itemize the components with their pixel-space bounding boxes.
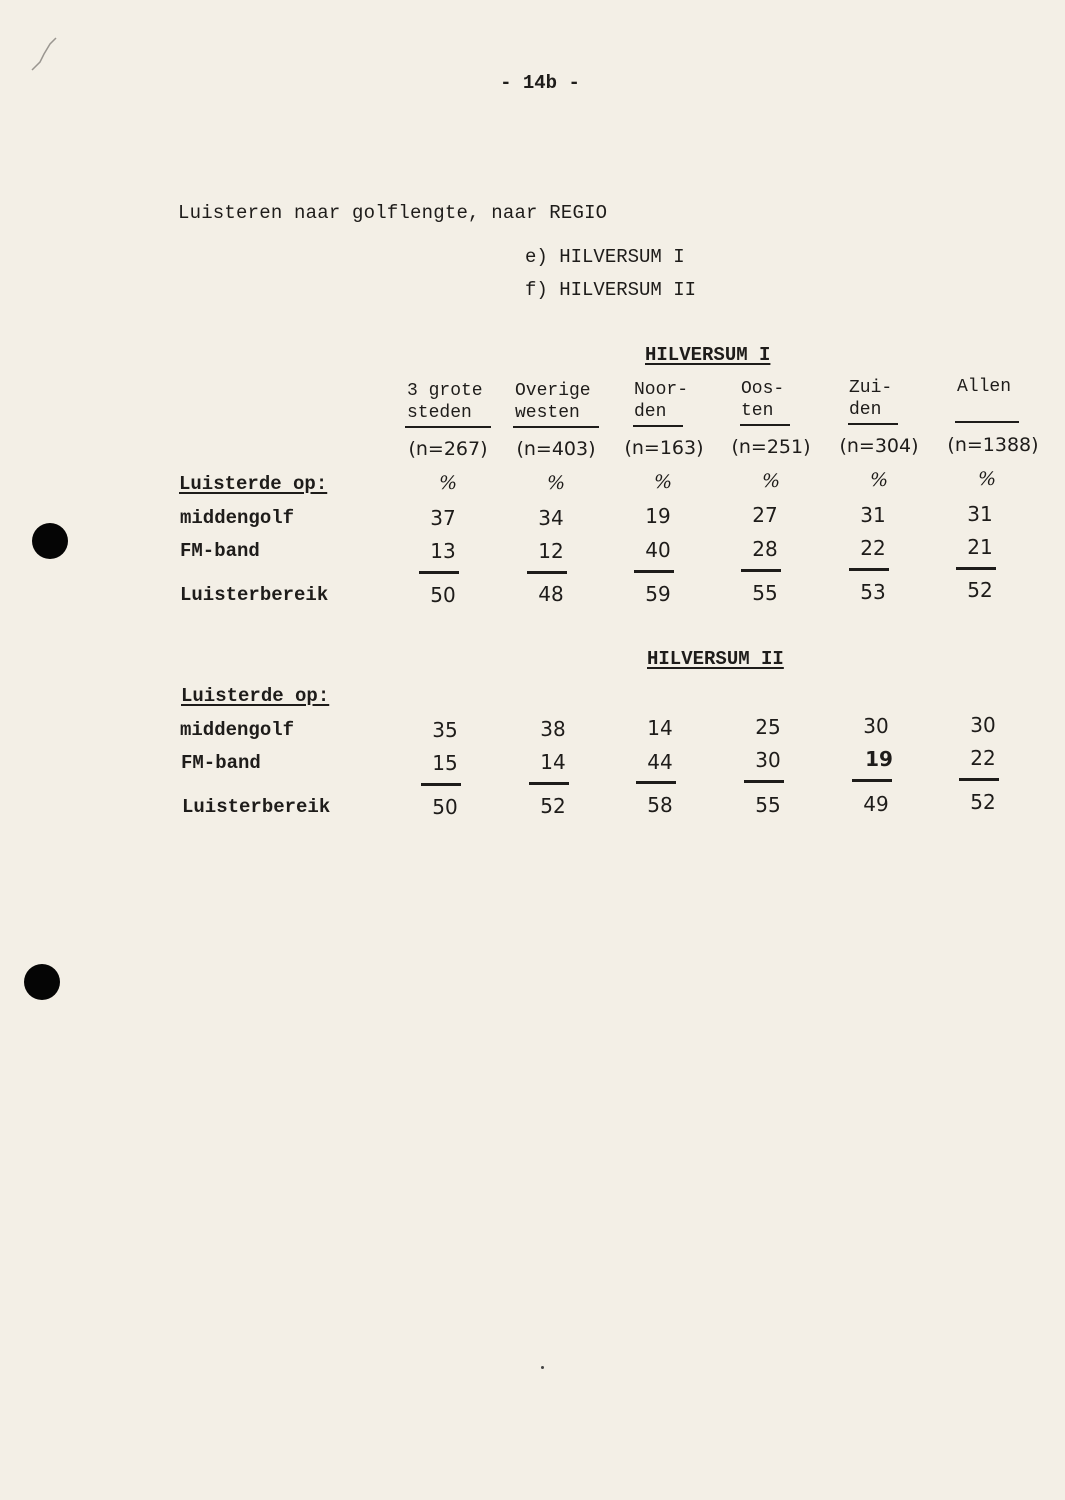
row-header-luisterde-op: Luisterde op: [181, 685, 330, 707]
sample-size: (n=1388) [947, 434, 1039, 456]
table-cell: 13 [430, 539, 456, 563]
sum-line [956, 567, 996, 570]
percent-sign: % [869, 469, 889, 491]
table-cell: 14 [647, 716, 673, 740]
row-label-luisterbereik: Luisterbereik [180, 584, 329, 606]
column-header-underline [740, 424, 790, 426]
subtitle-e: e) HILVERSUM I [525, 246, 685, 268]
row-label-fm-band: FM-band [181, 752, 261, 774]
column-header-underline [633, 425, 683, 427]
table-cell: 19 [865, 747, 893, 771]
sum-line [744, 780, 784, 783]
sample-size: (n=403) [516, 438, 596, 460]
section-heading-hilversum-1: HILVERSUM I [645, 344, 771, 366]
row-header-luisterde-op: Luisterde op: [179, 473, 328, 495]
column-header-line1: Noor- [634, 380, 689, 400]
subtitle-f: f) HILVERSUM II [525, 279, 697, 301]
percent-sign: % [546, 472, 566, 494]
section-heading-hilversum-2: HILVERSUM II [647, 648, 784, 670]
table-cell: 21 [967, 535, 993, 559]
table-cell: 19 [645, 504, 671, 528]
column-header-underline [955, 421, 1019, 423]
percent-sign: % [438, 472, 458, 494]
column-header-line1: 3 grote [407, 381, 483, 401]
table-cell: 22 [970, 746, 996, 770]
sum-line [634, 570, 674, 573]
column-header-line2: ten [741, 401, 774, 421]
table-cell: 50 [432, 795, 458, 819]
table-cell: 59 [645, 582, 671, 606]
table-cell: 34 [538, 506, 564, 530]
column-header-underline [405, 426, 491, 428]
table-cell: 52 [540, 794, 566, 818]
table-cell: 50 [430, 583, 456, 607]
sample-size: (n=163) [624, 437, 704, 459]
stray-dot [541, 1366, 544, 1369]
column-header-zuiden [849, 377, 892, 421]
sample-size: (n=267) [408, 438, 488, 460]
sample-size: (n=304) [839, 435, 919, 457]
column-header-line1: Overige [515, 381, 591, 401]
column-header-line1: Zui- [849, 378, 893, 398]
table-cell: 38 [540, 717, 566, 741]
sum-line [529, 782, 569, 785]
column-header-underline [513, 426, 599, 428]
column-header-line2: westen [515, 403, 580, 423]
punch-hole-bottom [24, 964, 60, 1000]
table-cell: 35 [432, 718, 458, 742]
pen-mark-icon [30, 36, 60, 72]
sum-line [852, 779, 892, 782]
sum-line [741, 569, 781, 572]
percent-sign: % [761, 470, 781, 492]
table-cell: 14 [540, 750, 566, 774]
sum-line [421, 783, 461, 786]
table-cell: 44 [647, 750, 673, 774]
table-cell: 30 [863, 714, 889, 738]
column-header-line2: den [849, 400, 882, 420]
table-cell: 48 [538, 582, 564, 606]
table-cell: 25 [755, 715, 781, 739]
table-cell: 53 [860, 580, 886, 604]
column-header-line1: Allen [957, 377, 1012, 397]
column-header-line1: Oos- [741, 379, 785, 399]
page-title: Luisteren naar golflengte, naar REGIO [178, 202, 608, 224]
row-label-middengolf: middengolf [180, 507, 295, 529]
table-cell: 22 [860, 536, 886, 560]
column-header-allen [957, 376, 1011, 398]
column-header-line2: den [634, 402, 667, 422]
row-label-middengolf: middengolf [180, 719, 295, 741]
sum-line [419, 571, 459, 574]
table-cell: 49 [863, 792, 889, 816]
sum-line [636, 781, 676, 784]
percent-sign: % [653, 471, 673, 493]
row-label-luisterbereik: Luisterbereik [182, 796, 331, 818]
row-label-fm-band: FM-band [180, 540, 260, 562]
column-header-3-grote-steden [407, 380, 483, 424]
table-cell: 15 [432, 751, 458, 775]
table-cell: 30 [755, 748, 781, 772]
table-cell: 37 [430, 506, 456, 530]
sum-line [959, 778, 999, 781]
page-number: - 14b - [500, 72, 580, 94]
column-header-overige-westen [515, 380, 591, 424]
column-header-noorden [634, 379, 688, 423]
column-header-oosten [741, 378, 784, 422]
table-cell: 28 [752, 537, 778, 561]
table-cell: 30 [970, 713, 996, 737]
table-cell: 52 [967, 578, 993, 602]
table-cell: 27 [752, 503, 778, 527]
table-cell: 58 [647, 793, 673, 817]
punch-hole-top [32, 523, 68, 559]
column-header-underline [848, 423, 898, 425]
table-cell: 55 [755, 793, 781, 817]
sum-line [527, 571, 567, 574]
column-header-line2: steden [407, 403, 472, 423]
table-cell: 40 [645, 538, 671, 562]
table-cell: 12 [538, 539, 564, 563]
table-cell: 31 [967, 502, 993, 526]
sample-size: (n=251) [731, 436, 811, 458]
table-cell: 52 [970, 790, 996, 814]
percent-sign: % [977, 468, 997, 490]
table-cell: 31 [860, 503, 886, 527]
sum-line [849, 568, 889, 571]
table-cell: 55 [752, 581, 778, 605]
